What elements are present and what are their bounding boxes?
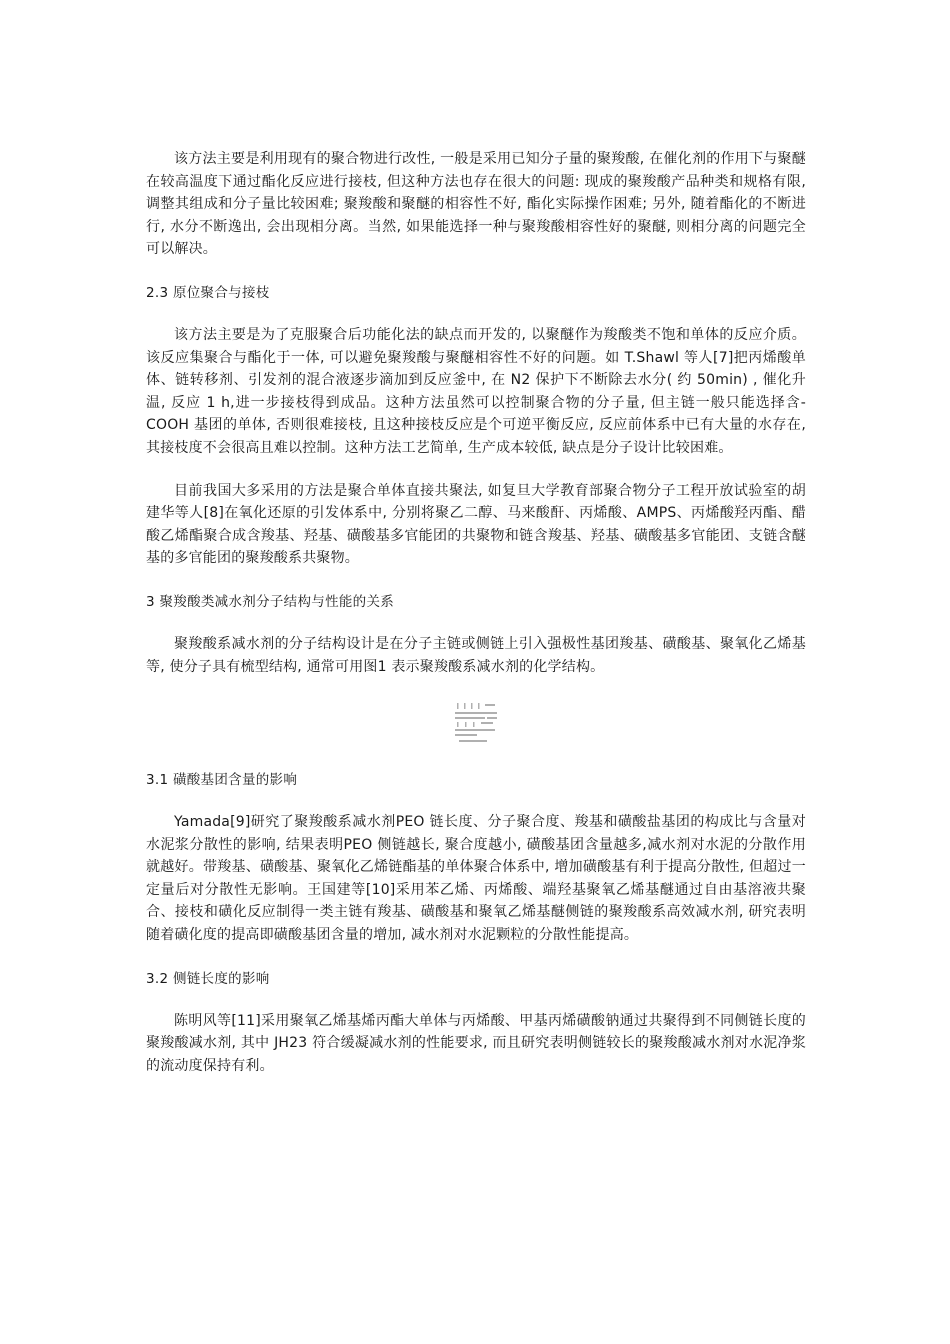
paragraph-modification-method: 该方法主要是利用现有的聚合物进行改性, 一般是采用已知分子量的聚羧酸, 在催化剂的作用下与聚醚在较高温度下通过酯化反应进行接枝, 但这种方法也存在很大的问题: 现成的聚羧酸产品种类和规格有限, 调整其组成和分子量比较困难; 聚羧酸和聚醚的相容性不好, 酯化实际操作困难; 另外, 随着酯化的不断进行, 水分不断逸出, 会出现相分离。当然, 如果能选择一种与聚羧酸相容性好的聚醚, 则相分离的问题完全可以解决。	[146, 151, 806, 258]
figure-1-chemical-structure	[146, 700, 806, 748]
paragraph-in-situ-grafting: 该方法主要是为了克服聚合后功能化法的缺点而开发的, 以聚醚作为羧酸类不饱和单体的反应介质。该反应集聚合与酯化于一体, 可以避免聚羧酸与聚醚相容性不好的问题。如 T.Shawl 等人[7]把丙烯酸单体、链转移剂、引发剂的混合液逐步滴加到反应釜中, 在 N2 保护下不断除去水分( 约 50min) , 催化升温, 反应 1 h,进一步接枝得到成品。这种方法虽然可以控制聚合物的分子量, 但主链一般只能选择含- COOH 基团的单体, 否则很难接枝, 且这种接枝反应是个可逆平衡反应, 反应前体系中已有大量的水存在, 其接枝度不会很高且难以控制。这种方法工艺简单, 生产成本较低, 缺点是分子设计比较困难。	[146, 326, 806, 456]
document-body	[146, 148, 806, 1077]
paragraph-direct-copolymerization: 目前我国大多采用的方法是聚合单体直接共聚法, 如复旦大学教育部聚合物分子工程开放试验室的胡建华等人[8]在氧化还原的引发体系中, 分别将聚乙二醇、马来酸酐、丙烯酸、AMPS、丙烯酸羟丙酯、醋酸乙烯酯聚合成含羧基、羟基、磺酸基多官能团的共聚物和链含羧基、羟基、磺酸基多官能团、支链含醚基的多官能团的聚羧酸系共聚物。	[146, 482, 806, 567]
section-heading-3: 3 聚羧酸类减水剂分子结构与性能的关系	[146, 593, 395, 610]
paragraph-sulfonate-content: Yamada[9]研究了聚羧酸系减水剂PEO 链长度、分子聚合度、羧基和磺酸盐基团的构成比与含量对水泥浆分散性的影响, 结果表明PEO 侧链越长, 聚合度越小, 磺酸基团含量越多,减水剂对水泥的分散作用就越好。带羧基、磺酸基、聚氧化乙烯链酯基的单体聚合体系中, 增加磺酸基有利于提高分散性, 但超过一定量后对分散性无影响。王国建等[10]采用苯乙烯、丙烯酸、端羟基聚氧乙烯基醚通过自由基溶液共聚合、接枝和磺化反应制得一类主链有羧基、磺酸基和聚氧乙烯基醚侧链的聚羧酸系高效减水剂, 研究表明随着磺化度的提高即磺酸基团含量的增加, 减水剂对水泥颗粒的分散性能提高。	[146, 814, 806, 944]
paragraph-molecular-structure: 聚羧酸系减水剂的分子结构设计是在分子主链或侧链上引入强极性基团羧基、磺酸基、聚氧化乙烯基等, 使分子具有梳型结构, 通常可用图1 表示聚羧酸系减水剂的化学结构。	[146, 635, 806, 675]
section-heading-2-3: 2.3 原位聚合与接枝	[146, 284, 270, 301]
chemical-structure-thumbnail	[451, 700, 501, 748]
section-heading-3-2: 3.2 侧链长度的影响	[146, 970, 270, 987]
paragraph-side-chain-length: 陈明风等[11]采用聚氧乙烯基烯丙酯大单体与丙烯酸、甲基丙烯磺酸钠通过共聚得到不同侧链长度的聚羧酸减水剂, 其中 JH23 符合缓凝减水剂的性能要求, 而且研究表明侧链较长的聚羧酸减水剂对水泥净浆的流动度保持有利。	[146, 1012, 806, 1074]
section-heading-3-1: 3.1 磺酸基团含量的影响	[146, 772, 298, 789]
